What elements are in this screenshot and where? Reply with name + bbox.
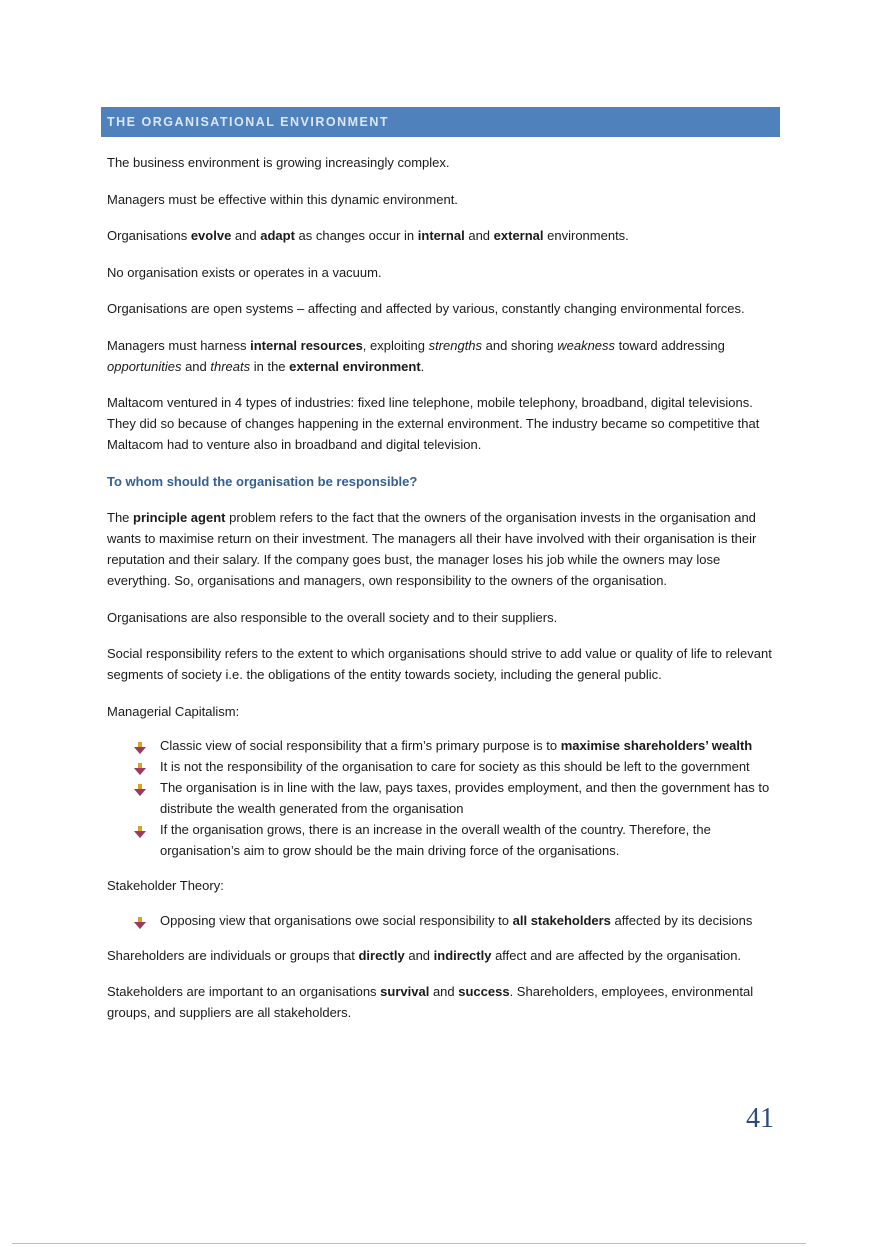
arrow-bullet-icon bbox=[133, 739, 147, 751]
paragraph: Organisations are also responsible to the overall society and to their suppliers. bbox=[107, 609, 558, 625]
text-run: affected by its decisions bbox=[610, 912, 753, 928]
paragraph: Managerial Capitalism: bbox=[107, 703, 240, 719]
list-item bbox=[133, 735, 775, 756]
text-run: affect and are affected by the organisation. bbox=[491, 947, 742, 963]
section-header-bar bbox=[101, 107, 780, 137]
text-run: environments. bbox=[543, 228, 629, 243]
list-item bbox=[133, 819, 775, 861]
text-run: and bbox=[429, 984, 459, 999]
text-run: problem refers to the fact that the owners of the organisation invests in the organisation and wants to maximise return on their investment. The managers all their have involved with their organisation is their reputation and their salary. If the company goes bust, the manager loses his job while the owners may lose everything. So, organisations and managers, own responsibility to the owners of the organisation. bbox=[107, 510, 757, 588]
page-number: 41 bbox=[746, 1103, 774, 1134]
bold-text: all stakeholders bbox=[512, 912, 611, 928]
bullet-list bbox=[133, 910, 775, 931]
arrow-bullet-icon bbox=[133, 914, 147, 926]
bold-text: survival bbox=[380, 984, 430, 999]
text-run: as changes occur in bbox=[294, 228, 418, 243]
bold-text: internal resources bbox=[250, 337, 363, 353]
paragraph bbox=[107, 507, 775, 591]
paragraph bbox=[107, 335, 775, 377]
section-title: THE ORGANISATIONAL ENVIRONMENT bbox=[107, 115, 390, 129]
text-run: toward addressing bbox=[615, 337, 725, 353]
text-run: Stakeholders are important to an organisations bbox=[107, 984, 381, 999]
list-item bbox=[133, 777, 775, 819]
italic-text: strengths bbox=[428, 337, 483, 353]
text-run: and bbox=[464, 228, 494, 243]
bold-text: maximise shareholders’ wealth bbox=[560, 738, 753, 753]
text-run: , exploiting bbox=[362, 337, 429, 353]
footer-divider bbox=[12, 1243, 806, 1244]
text-run: Managers must harness bbox=[107, 337, 251, 353]
bold-text: external environment bbox=[289, 358, 421, 374]
text-run: and bbox=[404, 947, 434, 963]
bold-text: indirectly bbox=[433, 947, 492, 963]
arrow-bullet-icon bbox=[133, 781, 147, 793]
text-run: If the organisation grows, there is an increase in the overall wealth of the country. Therefore, the organisation’s aim to grow should be the main driving force of the organisations. bbox=[160, 822, 711, 858]
text-run: and bbox=[181, 358, 211, 374]
paragraph: The business environment is growing increasingly complex. bbox=[107, 155, 450, 170]
bold-text: evolve bbox=[190, 228, 232, 243]
text-run: in the bbox=[250, 358, 290, 374]
bold-text: directly bbox=[358, 947, 405, 963]
italic-text: weakness bbox=[557, 337, 616, 353]
arrow-bullet-icon bbox=[133, 760, 147, 772]
text-run: and shoring bbox=[482, 337, 558, 353]
bold-text: adapt bbox=[260, 228, 295, 243]
paragraph bbox=[107, 225, 775, 246]
paragraph: Stakeholder Theory: bbox=[107, 878, 224, 893]
list-item bbox=[133, 910, 775, 931]
text-run: Classic view of social responsibility that a firm’s primary purpose is to bbox=[160, 738, 561, 753]
page-content bbox=[107, 152, 775, 1039]
paragraph: Maltacom ventured in 4 types of industries: fixed line telephone, mobile telephony, broadband, digital televisions. They did so because of changes happening in the external environment. The industry became so competitive that Maltacom had to venture also in broadband and digital television. bbox=[107, 395, 760, 452]
paragraph: Managers must be effective within this dynamic environment. bbox=[107, 191, 458, 207]
italic-text: threats bbox=[210, 358, 251, 374]
italic-text: opportunities bbox=[107, 358, 182, 374]
text-run: It is not the responsibility of the organisation to care for society as this should be left to the government bbox=[160, 759, 750, 774]
subheading: To whom should the organisation be responsible? bbox=[107, 473, 418, 489]
paragraph: Organisations are open systems – affecting and affected by various, constantly changing environmental forces. bbox=[107, 301, 745, 316]
bullet-list bbox=[133, 735, 775, 861]
bold-text: principle agent bbox=[133, 510, 226, 525]
text-run: . Shareholders, employees, environmental groups, and suppliers are all stakeholders. bbox=[107, 984, 754, 1020]
text-run: Organisations bbox=[107, 228, 191, 243]
text-run: Shareholders are individuals or groups that bbox=[107, 947, 359, 963]
paragraph bbox=[107, 981, 775, 1023]
paragraph bbox=[107, 945, 775, 966]
text-run: and bbox=[231, 228, 261, 243]
bold-text: external bbox=[493, 228, 544, 243]
text-run: Opposing view that organisations owe social responsibility to bbox=[160, 912, 513, 928]
paragraph: Social responsibility refers to the extent to which organisations should strive to add value or quality of life to relevant segments of society i.e. the obligations of the entity towards society, including the general public. bbox=[107, 646, 772, 682]
bold-text: success bbox=[458, 984, 510, 999]
paragraph: No organisation exists or operates in a vacuum. bbox=[107, 264, 382, 280]
text-run: . bbox=[420, 358, 425, 374]
text-run: The bbox=[107, 510, 134, 525]
arrow-bullet-icon bbox=[133, 823, 147, 835]
bold-text: internal bbox=[417, 228, 465, 243]
text-run: The organisation is in line with the law, pays taxes, provides employment, and then the government has to distribute the wealth generated from the organisation bbox=[160, 780, 770, 816]
list-item bbox=[133, 756, 775, 777]
